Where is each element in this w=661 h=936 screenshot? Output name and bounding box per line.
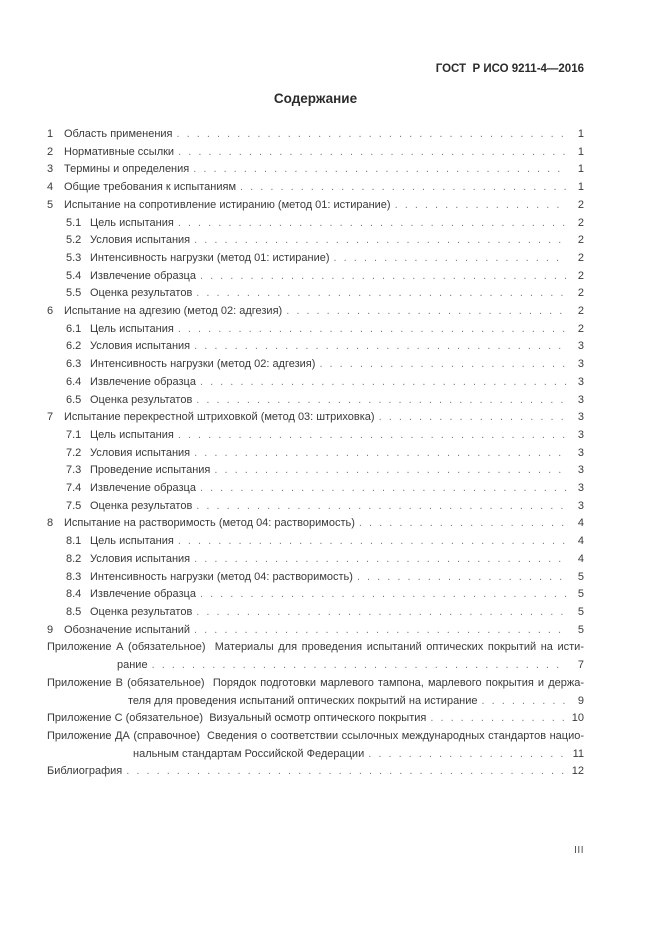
toc-entry-page: 4 <box>577 517 584 530</box>
toc-entry-label: Извлечение образца <box>90 482 196 495</box>
toc-entry-label: Условия испытания <box>90 234 191 247</box>
toc-entry <box>47 462 584 480</box>
toc-entry-number: 5 <box>47 198 54 211</box>
toc-entry <box>47 710 584 728</box>
toc-dot-leader <box>334 250 567 268</box>
toc-dot-leader <box>240 179 567 197</box>
toc-dot-leader <box>430 710 567 728</box>
toc-entry-continuation <box>47 657 584 675</box>
toc-entry-label: Испытание перекрестной штриховкой (метод 03: штриховка) <box>64 411 375 424</box>
toc-entry-continuation <box>47 693 584 711</box>
toc-entry-number: 7.1 <box>66 428 82 441</box>
toc-entry-page: 12 <box>571 765 584 778</box>
toc-entry-label: Оценка результатов <box>90 393 193 406</box>
toc-entry <box>47 338 584 356</box>
toc-dot-leader <box>214 462 567 480</box>
toc-dot-leader <box>286 303 567 321</box>
toc-dot-leader <box>126 763 567 781</box>
toc-dot-leader <box>178 321 567 339</box>
toc-entry-number: 8 <box>47 517 54 530</box>
toc-dot-leader <box>194 338 567 356</box>
toc-entry-page: 5 <box>577 605 584 618</box>
toc-entry-number: 5.4 <box>66 269 82 282</box>
toc-entry-page: 3 <box>577 340 584 353</box>
toc-entry-number: 7.3 <box>66 464 82 477</box>
toc-entry-page: 2 <box>577 305 584 318</box>
toc-entry-label: Цель испытания <box>90 216 174 229</box>
toc-dot-leader <box>196 285 567 303</box>
toc-dot-leader <box>200 374 567 392</box>
toc-entry-label-line2: рание <box>117 659 148 672</box>
toc-entry-number: 5.2 <box>66 234 82 247</box>
toc-entry-number: 6.3 <box>66 358 82 371</box>
toc-entry-label: Библиография <box>47 765 123 778</box>
toc-entry <box>47 515 584 533</box>
toc-dot-leader <box>357 569 567 587</box>
toc-entry <box>47 197 584 215</box>
toc-entry <box>47 232 584 250</box>
toc-entry <box>47 161 584 179</box>
toc-dot-leader <box>395 197 567 215</box>
toc-entry-number: 7.4 <box>66 482 82 495</box>
toc-entry <box>47 480 584 498</box>
toc-entry-page: 11 <box>572 747 584 760</box>
toc-dot-leader <box>194 551 567 569</box>
toc-entry <box>47 144 584 162</box>
toc-entry-label: Условия испытания <box>90 446 191 459</box>
toc-entry-label: Область применения <box>64 128 173 140</box>
toc-entry-page: 1 <box>577 128 584 140</box>
toc-entry-page: 2 <box>577 216 584 229</box>
toc-entry <box>47 728 584 763</box>
toc-entry <box>47 303 584 321</box>
toc-entry-page: 2 <box>577 198 584 211</box>
toc-title: Содержание <box>273 91 358 106</box>
toc-dot-leader <box>194 445 567 463</box>
toc-entry-page: 7 <box>577 659 584 672</box>
toc-entry-label: Приложение С (обязательное) Визуальный осмотр оптического покрытия <box>47 712 427 725</box>
toc-entry-page: 3 <box>577 411 584 424</box>
toc-dot-leader <box>194 622 567 640</box>
toc-entry-page: 3 <box>577 358 584 371</box>
toc-entry-label: Нормативные ссылки <box>64 145 175 158</box>
toc-entry-number: 8.4 <box>66 588 82 601</box>
toc-entry-label-line1: Приложение А (обязательное) Материалы для проведения испытаний оптических покрытий на исти- <box>47 641 584 654</box>
page-number: III <box>574 845 584 856</box>
toc-entry-page: 4 <box>577 552 584 565</box>
toc-entry-number: 2 <box>47 145 54 158</box>
toc-entry-number: 1 <box>47 128 54 140</box>
toc-entry-label: Цель испытания <box>90 428 174 441</box>
toc-entry-label: Общие требования к испытаниям <box>64 181 237 194</box>
toc-entry-number: 7.2 <box>66 446 82 459</box>
toc-entry-label: Оценка результатов <box>90 499 193 512</box>
toc-entry-number: 9 <box>47 623 54 636</box>
toc-entry-number: 5.5 <box>66 287 82 300</box>
toc-dot-leader <box>177 126 568 144</box>
toc-entry-label: Условия испытания <box>90 552 191 565</box>
toc-entry-page: 3 <box>577 375 584 388</box>
toc-entry-page: 3 <box>577 446 584 459</box>
toc-entry-page: 3 <box>577 464 584 477</box>
toc-entry-number: 3 <box>47 163 54 176</box>
toc-dot-leader <box>178 144 567 162</box>
toc-dot-leader <box>193 161 567 179</box>
toc-entry-page: 2 <box>577 251 584 264</box>
toc-entry-page: 1 <box>577 163 584 176</box>
toc-entry-label: Извлечение образца <box>90 588 196 601</box>
toc-entry-page: 3 <box>577 428 584 441</box>
toc-entry-page: 2 <box>577 269 584 282</box>
toc-entry-label: Цель испытания <box>90 535 174 548</box>
toc-dot-leader <box>200 480 567 498</box>
toc-entry-number: 7 <box>47 411 54 424</box>
toc-entry-number: 6.2 <box>66 340 82 353</box>
table-of-contents <box>47 126 584 781</box>
toc-entry-label-line2: нальным стандартам Российской Федерации <box>133 747 365 760</box>
toc-entry <box>47 586 584 604</box>
toc-entry-page: 1 <box>577 181 584 194</box>
toc-dot-leader <box>196 604 567 622</box>
toc-entry-label: Оценка результатов <box>90 287 193 300</box>
toc-entry <box>47 639 584 674</box>
toc-entry-label-line1: Приложение В (обязательное) Порядок подготовки марлевого тампона, марлевого покрытия и держа- <box>47 676 584 689</box>
toc-entry <box>47 622 584 640</box>
toc-entry-page: 5 <box>577 570 584 583</box>
toc-entry-label: Интенсивность нагрузки (метод 01: истирание) <box>90 251 330 264</box>
toc-dot-leader <box>196 498 567 516</box>
toc-entry-label: Цель испытания <box>90 322 174 335</box>
toc-entry <box>47 445 584 463</box>
toc-entry-label-line2: теля для проведения испытаний оптических покрытий на истирание <box>128 694 478 707</box>
toc-entry-label: Интенсивность нагрузки (метод 02: адгезия) <box>90 358 316 371</box>
toc-entry <box>47 179 584 197</box>
toc-dot-leader <box>200 268 567 286</box>
toc-entry-number: 6.5 <box>66 393 82 406</box>
toc-entry-number: 5.1 <box>66 216 82 229</box>
toc-entry-page: 1 <box>577 145 584 158</box>
toc-entry <box>47 374 584 392</box>
toc-entry <box>47 356 584 374</box>
toc-entry <box>47 409 584 427</box>
toc-entry <box>47 321 584 339</box>
toc-entry-number: 8.2 <box>66 552 82 565</box>
toc-dot-leader <box>368 746 567 764</box>
toc-entry-label: Испытание на адгезию (метод 02: адгезия) <box>64 305 283 318</box>
toc-entry <box>47 392 584 410</box>
toc-entry-number: 4 <box>47 181 54 194</box>
toc-dot-leader <box>359 515 567 533</box>
toc-entry-page: 4 <box>577 535 584 548</box>
toc-entry-label: Испытание на растворимость (метод 04: растворимость) <box>64 517 355 530</box>
toc-entry-label: Интенсивность нагрузки (метод 04: растворимость) <box>90 570 353 583</box>
toc-entry <box>47 250 584 268</box>
toc-entry-label: Обозначение испытаний <box>64 623 190 636</box>
toc-dot-leader <box>178 533 567 551</box>
toc-dot-leader <box>194 232 567 250</box>
toc-dot-leader <box>152 657 567 675</box>
toc-entry <box>47 604 584 622</box>
toc-entry <box>47 126 584 144</box>
toc-entry-page: 3 <box>577 482 584 495</box>
toc-entry-number: 6 <box>47 305 54 318</box>
toc-entry-page: 3 <box>577 499 584 512</box>
toc-entry-page: 2 <box>577 322 584 335</box>
toc-entry-label-line1: Приложение ДА (справочное) Сведения о соответствии ссылочных международных стандартов нацио- <box>47 729 584 742</box>
toc-entry-number: 8.3 <box>66 570 82 583</box>
toc-entry-page: 3 <box>577 393 584 406</box>
toc-entry <box>47 533 584 551</box>
document-code-header: ГОСТ Р ИСО 9211-4—2016 <box>435 63 584 75</box>
toc-entry <box>47 285 584 303</box>
toc-entry-number: 7.5 <box>66 499 82 512</box>
toc-entry <box>47 569 584 587</box>
toc-entry <box>47 763 584 781</box>
toc-entry-number: 8.1 <box>66 535 82 548</box>
toc-dot-leader <box>319 356 567 374</box>
toc-entry-page: 2 <box>577 287 584 300</box>
toc-entry-label: Условия испытания <box>90 340 191 353</box>
toc-entry <box>47 498 584 516</box>
toc-entry-page: 2 <box>577 234 584 247</box>
toc-entry-number: 6.1 <box>66 322 82 335</box>
toc-entry-number: 5.3 <box>66 251 82 264</box>
toc-entry-continuation <box>47 746 584 764</box>
toc-entry-page: 5 <box>577 623 584 636</box>
toc-entry <box>47 268 584 286</box>
toc-entry-page: 10 <box>571 712 584 725</box>
toc-entry-label: Извлечение образца <box>90 375 196 388</box>
toc-dot-leader <box>178 427 567 445</box>
toc-dot-leader <box>196 392 567 410</box>
toc-entry-page: 9 <box>577 694 584 707</box>
toc-entry-number: 8.5 <box>66 605 82 618</box>
toc-dot-leader <box>379 409 567 427</box>
toc-entry-label: Проведение испытания <box>90 464 211 477</box>
toc-dot-leader <box>482 693 567 711</box>
toc-dot-leader <box>200 586 567 604</box>
toc-entry-label: Термины и определения <box>64 163 190 176</box>
toc-entry <box>47 427 584 445</box>
toc-dot-leader <box>178 215 567 233</box>
toc-entry <box>47 551 584 569</box>
toc-entry-page: 5 <box>577 588 584 601</box>
toc-entry <box>47 215 584 233</box>
toc-entry-label: Испытание на сопротивление истиранию (метод 01: истирание) <box>64 198 391 211</box>
toc-entry <box>47 675 584 710</box>
toc-entry-number: 6.4 <box>66 375 82 388</box>
toc-entry-label: Извлечение образца <box>90 269 196 282</box>
toc-entry-label: Оценка результатов <box>90 605 193 618</box>
